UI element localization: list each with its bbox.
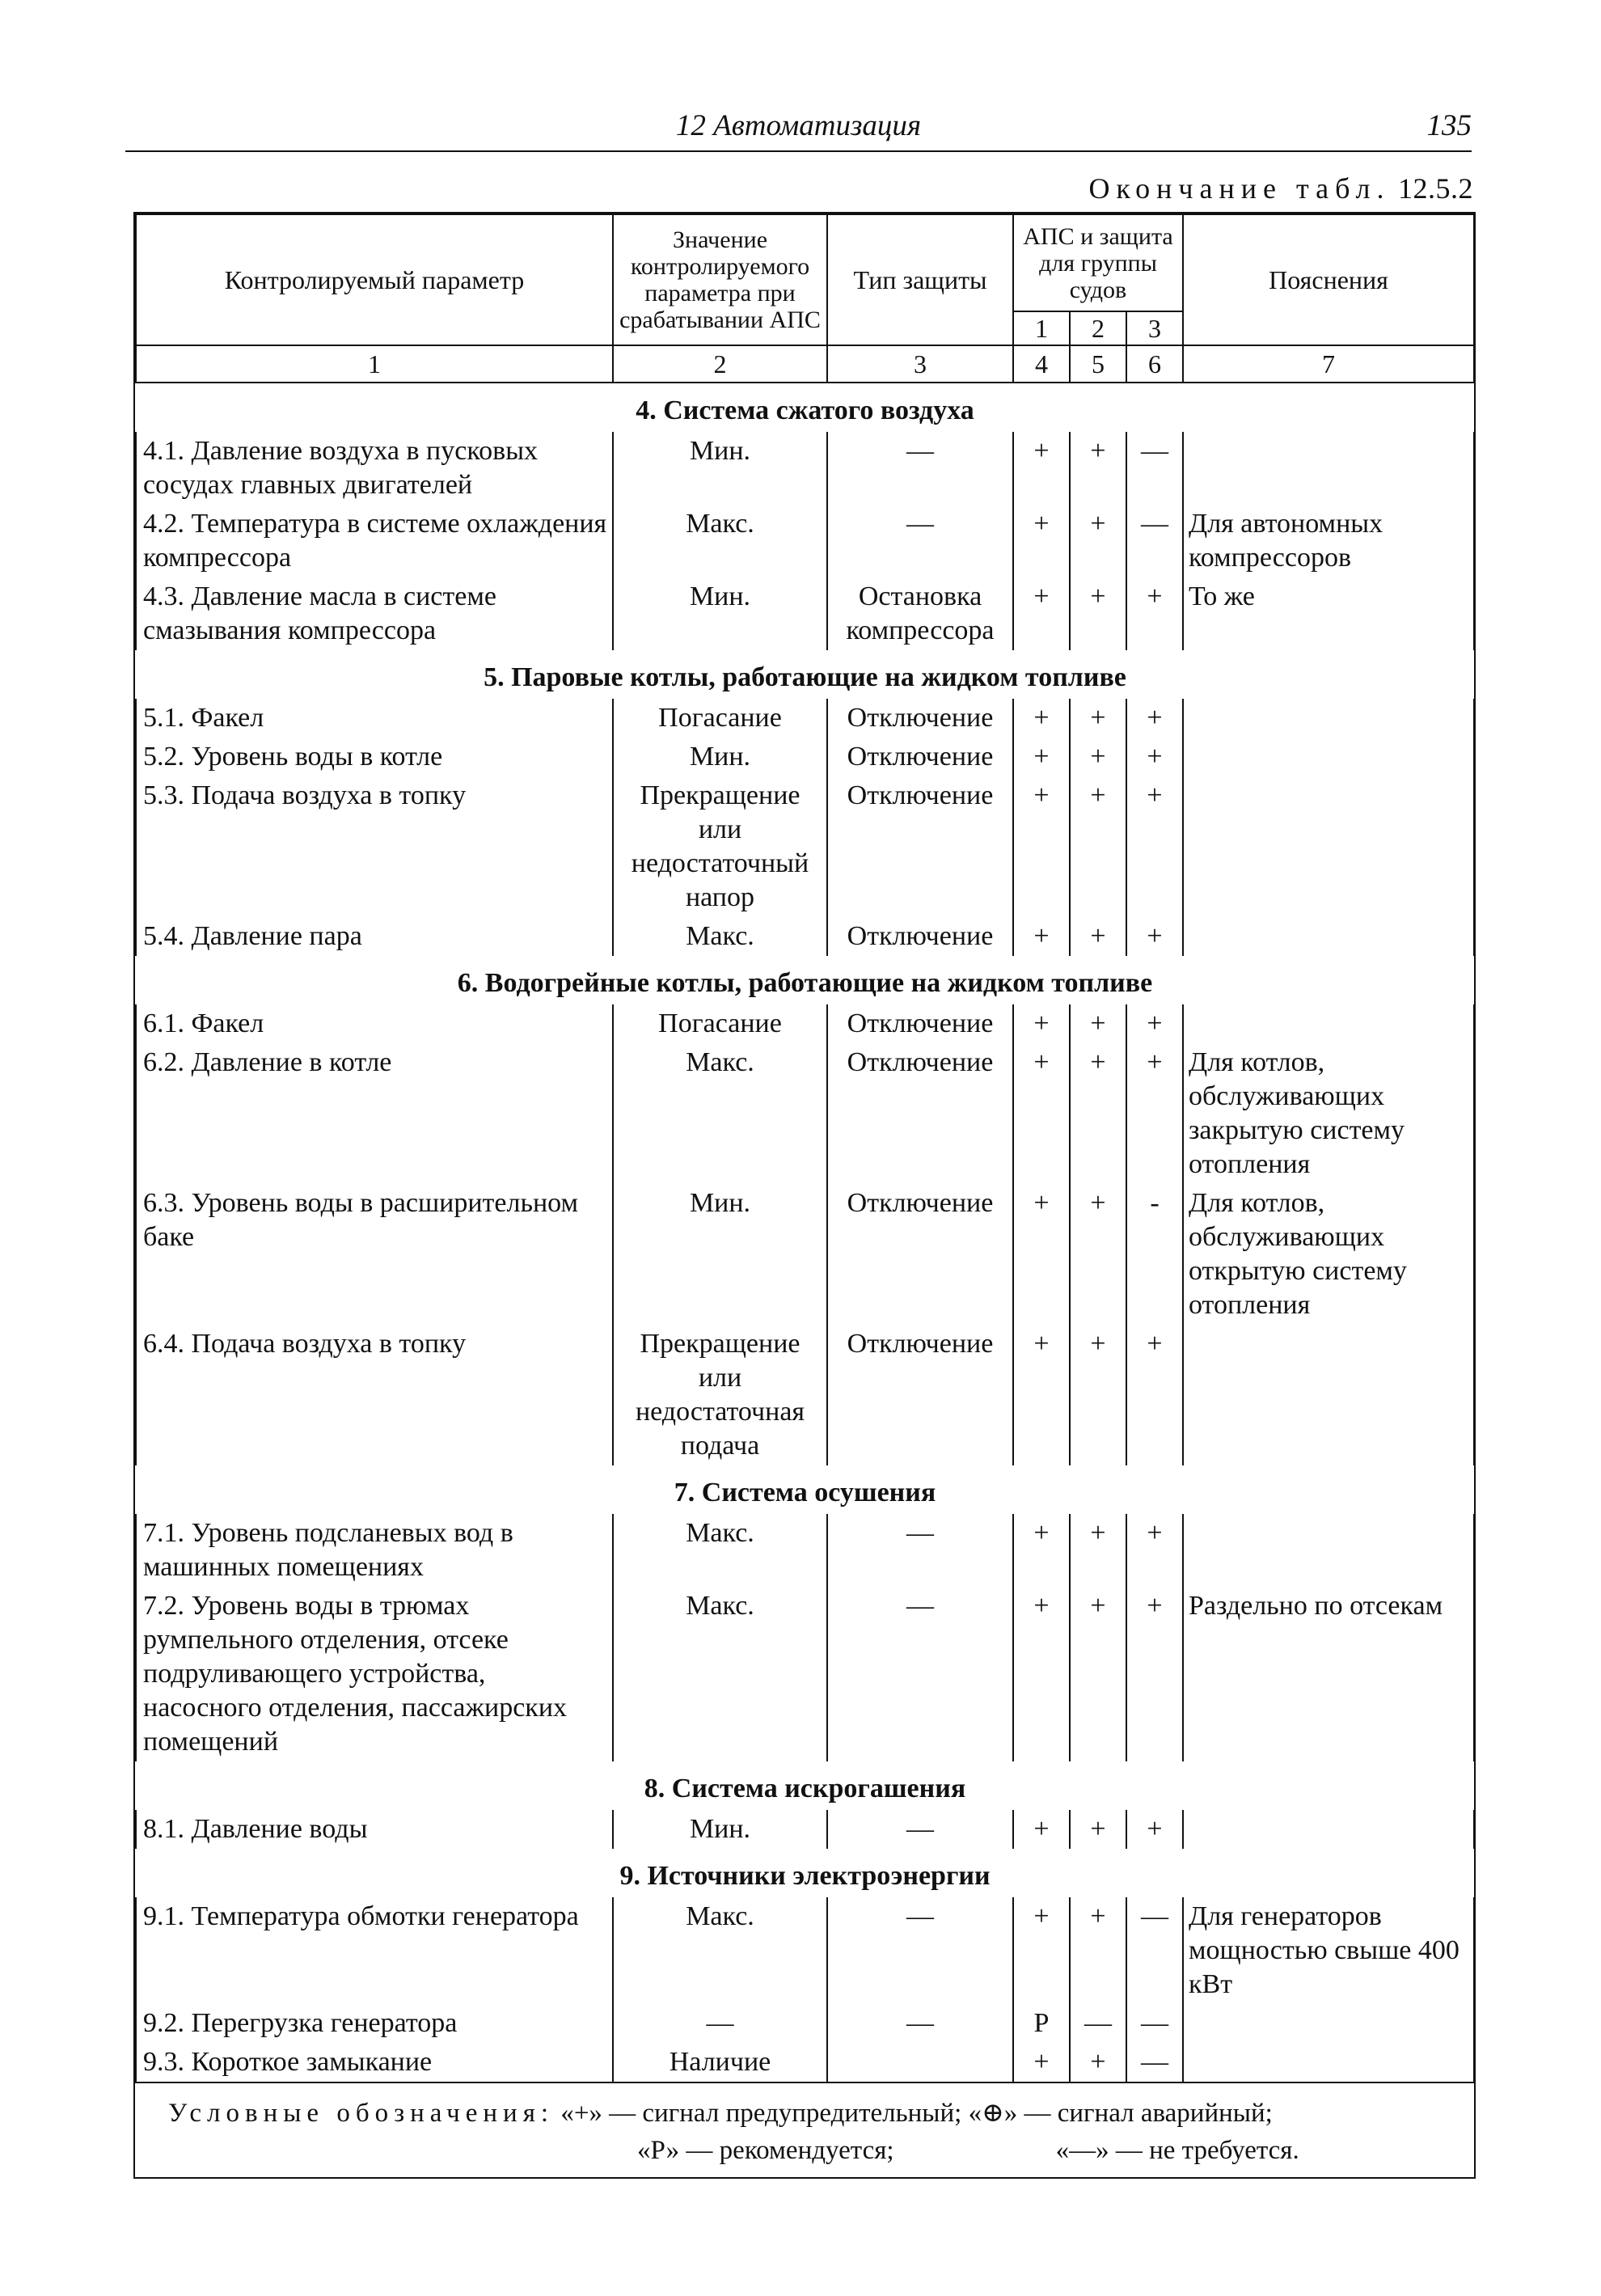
note-cell (1183, 2043, 1474, 2082)
value-cell: Макс. (613, 1587, 827, 1761)
param-cell: 4.3. Давление масла в системе смазывания компрессора (136, 577, 613, 650)
note-cell (1183, 2004, 1474, 2043)
legend-title: Условные обозначения: (168, 2099, 555, 2128)
col-number: 4 (1013, 345, 1070, 383)
group-2-cell: + (1070, 432, 1126, 505)
group-1-cell: + (1013, 776, 1070, 917)
group-3-cell: + (1126, 738, 1183, 776)
param-cell: 6.1. Факел (136, 1004, 613, 1043)
value-cell: Погасание (613, 699, 827, 738)
group-1-cell: + (1013, 738, 1070, 776)
group-1-cell: + (1013, 699, 1070, 738)
protection-cell: Отключение (827, 1004, 1013, 1043)
col-number: 3 (827, 345, 1013, 383)
group-3-cell: — (1126, 432, 1183, 505)
legend-row (136, 2082, 1474, 2177)
group-2-cell: + (1070, 2043, 1126, 2082)
table-row (136, 1004, 1474, 1043)
param-cell: 9.2. Перегрузка генератора (136, 2004, 613, 2043)
col-header-group-1: 1 (1013, 311, 1070, 345)
group-2-cell: + (1070, 505, 1126, 577)
col-header-protection: Тип защиты (827, 214, 1013, 345)
param-cell: 5.3. Подача воздуха в топку (136, 776, 613, 917)
table-row (136, 1325, 1474, 1465)
group-3-cell: + (1126, 1810, 1183, 1849)
table-container (133, 212, 1476, 2179)
table-row (136, 699, 1474, 738)
group-1-cell: + (1013, 1897, 1070, 2004)
group-2-cell: + (1070, 1325, 1126, 1465)
group-1-cell: + (1013, 505, 1070, 577)
note-cell: Раздельно по отсекам (1183, 1587, 1474, 1761)
legend-line-2 (168, 2132, 1466, 2169)
protection-cell: — (827, 1810, 1013, 1849)
group-1-cell: + (1013, 1514, 1070, 1587)
value-cell: Погасание (613, 1004, 827, 1043)
value-cell: Макс. (613, 505, 827, 577)
caption-prefix: Окончание табл. (1088, 172, 1391, 205)
table-row (136, 2004, 1474, 2043)
table-row (136, 1043, 1474, 1184)
col-header-aps: АПС и защита для группы судов (1013, 214, 1183, 311)
group-3-cell: + (1126, 1514, 1183, 1587)
value-cell: Прекращение или недостаточная подача (613, 1325, 827, 1465)
note-cell: Для генераторов мощностью свыше 400 кВт (1183, 1897, 1474, 2004)
table-row (136, 2043, 1474, 2082)
param-cell: 6.2. Давление в котле (136, 1043, 613, 1184)
protection-cell: Остановка компрессора (827, 577, 1013, 650)
group-1-cell: + (1013, 1587, 1070, 1761)
group-1-cell: + (1013, 432, 1070, 505)
group-2-cell: + (1070, 776, 1126, 917)
table-body (136, 383, 1474, 2177)
protection-cell: Отключение (827, 699, 1013, 738)
value-cell: Прекращение или недостаточный напор (613, 776, 827, 917)
protection-cell (827, 2043, 1013, 2082)
automation-table (135, 214, 1475, 2177)
page-header (125, 105, 1472, 152)
param-cell: 6.3. Уровень воды в расширительном баке (136, 1184, 613, 1325)
group-1-cell: + (1013, 1004, 1070, 1043)
group-1-cell: + (1013, 1325, 1070, 1465)
note-cell (1183, 1514, 1474, 1587)
group-3-cell: + (1126, 577, 1183, 650)
table-row (136, 776, 1474, 917)
note-cell (1183, 738, 1474, 776)
protection-cell: — (827, 1514, 1013, 1587)
protection-cell: — (827, 505, 1013, 577)
col-header-notes: Пояснения (1183, 214, 1474, 345)
table-row (136, 1587, 1474, 1761)
group-3-cell: + (1126, 1043, 1183, 1184)
param-cell: 4.2. Температура в системе охлаждения компрессора (136, 505, 613, 577)
group-3-cell: + (1126, 776, 1183, 917)
protection-cell: — (827, 1587, 1013, 1761)
table-row (136, 1810, 1474, 1849)
note-cell (1183, 699, 1474, 738)
param-cell: 4.1. Давление воздуха в пусковых сосудах главных двигателей (136, 432, 613, 505)
value-cell: Мин. (613, 577, 827, 650)
value-cell: Мин. (613, 1184, 827, 1325)
note-cell (1183, 1004, 1474, 1043)
protection-cell: Отключение (827, 1325, 1013, 1465)
group-3-cell: + (1126, 699, 1183, 738)
col-header-value: Значение контролируемого параметра при срабатывании АПС (613, 214, 827, 345)
legend-item: «—» — не требуется. (1055, 2136, 1299, 2165)
protection-cell: Отключение (827, 1184, 1013, 1325)
protection-cell: Отключение (827, 917, 1013, 956)
section-title: 6. Водогрейные котлы, работающие на жидком топливе (457, 968, 1153, 998)
group-2-cell: + (1070, 699, 1126, 738)
section-row (136, 956, 1474, 1004)
group-2-cell: + (1070, 1043, 1126, 1184)
protection-cell: — (827, 2004, 1013, 2043)
note-cell (1183, 1810, 1474, 1849)
value-cell: Макс. (613, 1897, 827, 2004)
protection-cell: Отключение (827, 776, 1013, 917)
param-cell: 9.3. Короткое замыкание (136, 2043, 613, 2082)
section-row (136, 1849, 1474, 1897)
running-title: 12 Автоматизация (675, 109, 922, 142)
col-header-param: Контролируемый параметр (136, 214, 613, 345)
group-2-cell: + (1070, 577, 1126, 650)
section-title: 9. Источники электроэнергии (619, 1861, 991, 1891)
page-number: 135 (1426, 109, 1472, 142)
protection-cell: Отключение (827, 1043, 1013, 1184)
group-3-cell: - (1126, 1184, 1183, 1325)
note-cell (1183, 776, 1474, 917)
param-cell: 6.4. Подача воздуха в топку (136, 1325, 613, 1465)
param-cell: 9.1. Температура обмотки генератора (136, 1897, 613, 2004)
group-3-cell: + (1126, 1587, 1183, 1761)
table-row (136, 917, 1474, 956)
note-cell: Для автономных компрессоров (1183, 505, 1474, 577)
legend-item: «+» — сигнал предупредительный; (560, 2099, 962, 2128)
group-3-cell: — (1126, 1897, 1183, 2004)
section-title: 5. Паровые котлы, работающие на жидком топливе (484, 662, 1126, 692)
section-title: 8. Система искрогашения (644, 1774, 966, 1803)
group-2-cell: + (1070, 1514, 1126, 1587)
value-cell: Мин. (613, 432, 827, 505)
param-cell: 5.1. Факел (136, 699, 613, 738)
section-title: 7. Система осушения (674, 1478, 936, 1507)
group-3-cell: + (1126, 917, 1183, 956)
group-3-cell: — (1126, 2043, 1183, 2082)
group-1-cell: Р (1013, 2004, 1070, 2043)
table-row (136, 738, 1474, 776)
group-1-cell: + (1013, 2043, 1070, 2082)
value-cell: — (613, 2004, 827, 2043)
group-1-cell: + (1013, 577, 1070, 650)
table-row (136, 577, 1474, 650)
legend-line-1 (168, 2095, 1466, 2132)
note-cell (1183, 917, 1474, 956)
protection-cell: — (827, 432, 1013, 505)
group-2-cell: + (1070, 1897, 1126, 2004)
col-number: 6 (1126, 345, 1183, 383)
protection-cell: Отключение (827, 738, 1013, 776)
table-caption (1088, 171, 1473, 205)
param-cell: 7.2. Уровень воды в трюмах румпельного отделения, отсеке подруливающего устройства, насосного отделения, пассажирских помещений (136, 1587, 613, 1761)
group-1-cell: + (1013, 1810, 1070, 1849)
param-cell: 8.1. Давление воды (136, 1810, 613, 1849)
group-2-cell: + (1070, 1587, 1126, 1761)
group-2-cell: + (1070, 917, 1126, 956)
section-row (136, 383, 1474, 432)
value-cell: Макс. (613, 1514, 827, 1587)
caption-number: 12.5.2 (1398, 172, 1473, 205)
table-head (136, 214, 1474, 383)
value-cell: Макс. (613, 917, 827, 956)
value-cell: Наличие (613, 2043, 827, 2082)
legend-item: «⊕» — сигнал аварийный; (968, 2099, 1273, 2128)
section-title: 4. Система сжатого воздуха (636, 395, 974, 425)
group-1-cell: + (1013, 917, 1070, 956)
value-cell: Мин. (613, 738, 827, 776)
legend-item: «Р» — рекомендуется; (637, 2136, 894, 2165)
table-row (136, 1514, 1474, 1587)
value-cell: Мин. (613, 1810, 827, 1849)
table-row (136, 1897, 1474, 2004)
group-2-cell: + (1070, 1810, 1126, 1849)
col-header-group-2: 2 (1070, 311, 1126, 345)
param-cell: 5.4. Давление пара (136, 917, 613, 956)
group-2-cell: + (1070, 1004, 1126, 1043)
table-row (136, 1184, 1474, 1325)
col-number: 7 (1183, 345, 1474, 383)
col-number: 2 (613, 345, 827, 383)
protection-cell: — (827, 1897, 1013, 2004)
table-row (136, 505, 1474, 577)
section-row (136, 650, 1474, 699)
group-2-cell: + (1070, 738, 1126, 776)
table-row (136, 432, 1474, 505)
note-cell (1183, 1325, 1474, 1465)
group-1-cell: + (1013, 1184, 1070, 1325)
group-3-cell: — (1126, 2004, 1183, 2043)
col-header-group-3: 3 (1126, 311, 1183, 345)
note-cell (1183, 432, 1474, 505)
param-cell: 7.1. Уровень подсланевых вод в машинных помещениях (136, 1514, 613, 1587)
group-3-cell: + (1126, 1325, 1183, 1465)
legend (136, 2082, 1474, 2177)
value-cell: Макс. (613, 1043, 827, 1184)
section-row (136, 1761, 1474, 1810)
note-cell: Для котлов, обслуживающих открытую систему отопления (1183, 1184, 1474, 1325)
group-1-cell: + (1013, 1043, 1070, 1184)
section-row (136, 1465, 1474, 1514)
note-cell: Для котлов, обслуживающих закрытую систему отопления (1183, 1043, 1474, 1184)
group-3-cell: — (1126, 505, 1183, 577)
group-2-cell: — (1070, 2004, 1126, 2043)
group-2-cell: + (1070, 1184, 1126, 1325)
param-cell: 5.2. Уровень воды в котле (136, 738, 613, 776)
note-cell: То же (1183, 577, 1474, 650)
group-3-cell: + (1126, 1004, 1183, 1043)
col-number: 1 (136, 345, 613, 383)
col-number: 5 (1070, 345, 1126, 383)
